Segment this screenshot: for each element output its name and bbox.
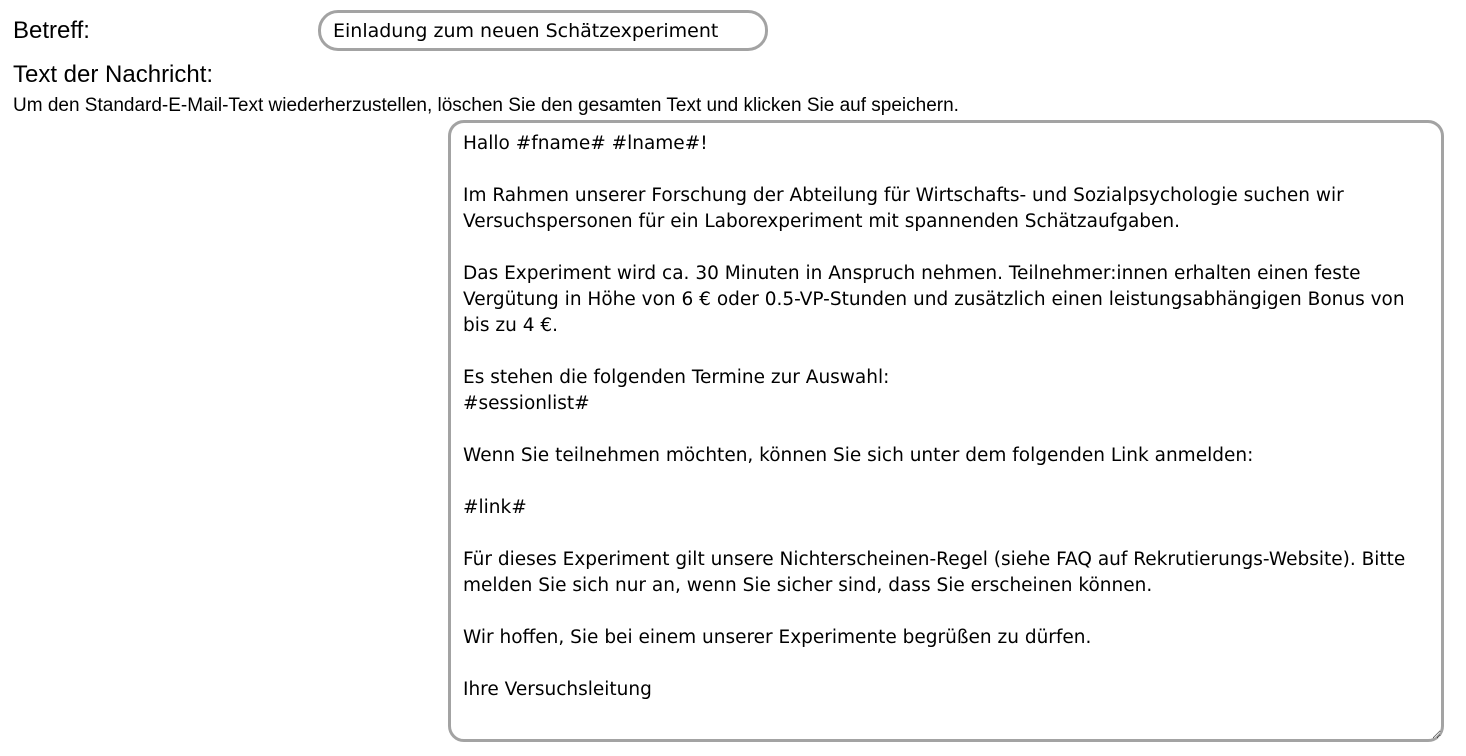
subject-input[interactable] (318, 10, 768, 51)
subject-label: Betreff: (13, 17, 90, 44)
message-body-textarea[interactable] (448, 120, 1444, 742)
restore-default-hint: Um den Standard-E-Mail-Text wiederherzustellen, löschen Sie den gesamten Text und klicken Sie auf speichern. (13, 95, 959, 116)
message-body-label: Text der Nachricht: (13, 61, 214, 88)
